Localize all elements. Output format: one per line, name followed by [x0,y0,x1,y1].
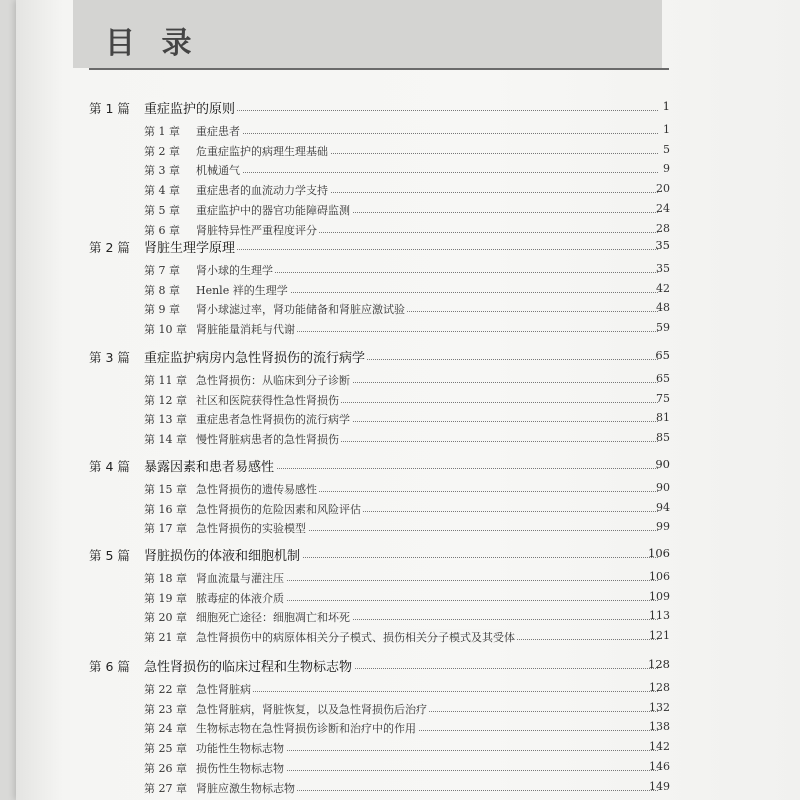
part-title: 急性肾损伤的临床过程和生物标志物 [144,656,354,675]
chapter-number: 第 25 章 [144,742,187,756]
chapter-number: 第 2 章 [144,144,180,158]
part-title: 肾脏损伤的体液和细胞机制 [144,545,302,564]
toc-chapter[interactable] [0,162,800,180]
toc-chapter[interactable] [0,701,800,719]
chapter-page: 20 [656,182,670,196]
chapter-page: 48 [656,301,670,315]
chapter-title: 重症患者 [196,125,240,138]
chapter-number: 第 16 章 [144,502,187,516]
toc-chapter[interactable] [0,501,800,519]
chapter-title: 肾脏应激生物标志物 [196,781,295,795]
toc-chapter[interactable] [0,262,800,280]
chapter-title: 功能性生物标志物 [196,742,284,756]
chapter-number: 第 20 章 [144,611,187,625]
part-number: 第 6 篇 [89,659,130,674]
toc-part[interactable] [0,238,800,258]
toc-chapter[interactable] [0,740,800,758]
chapter-number: 第 12 章 [144,393,187,407]
toc-chapter[interactable] [0,392,800,410]
chapter-number: 第 26 章 [144,761,187,775]
chapter-page: 121 [649,629,670,643]
chapter-title: 机械通气 [196,164,240,178]
chapter-page: 94 [656,500,670,514]
chapter-page: 1 [663,123,670,136]
chapter-number: 第 23 章 [144,702,187,716]
toc-chapter[interactable] [0,720,800,738]
chapter-number: 第 22 章 [144,683,187,696]
toc-chapter[interactable] [0,681,800,699]
toc-part[interactable] [0,457,800,477]
part-title: 暴露因素和患者易感性 [144,456,276,475]
chapter-page: 75 [656,391,670,405]
chapter-number: 第 6 章 [144,223,180,237]
part-page: 106 [648,546,670,560]
chapter-title: 重症监护中的器官功能障碍监测 [196,203,350,217]
chapter-title: 急性肾脏病，肾脏恢复，以及急性肾损伤后治疗 [196,702,427,716]
chapter-number: 第 1 章 [144,125,180,138]
part-page: 1 [662,99,670,113]
part-number: 第 4 篇 [89,459,130,474]
part-number: 第 5 篇 [89,548,130,563]
toc-chapter[interactable] [0,431,800,449]
chapter-title: 肾小球滤过率，肾功能储备和肾脏应激试验 [196,303,405,317]
chapter-title: 细胞死亡途径：细胞凋亡和坏死 [196,611,350,625]
toc-chapter[interactable] [0,372,800,390]
toc-part[interactable] [0,99,800,119]
chapter-page: 35 [656,262,670,275]
part-title: 重症监护的原则 [144,98,237,117]
part-number: 第 2 篇 [89,240,130,255]
chapter-number: 第 5 章 [144,203,180,217]
toc-chapter[interactable] [0,609,800,627]
chapter-number: 第 21 章 [144,631,187,645]
chapter-page: 113 [649,609,670,623]
chapter-title: 急性肾损伤的危险因素和风险评估 [196,502,361,516]
leader-dots [196,171,658,173]
chapter-title: 生物标志物在急性肾损伤诊断和治疗中的作用 [196,722,416,736]
chapter-page: 128 [649,681,670,694]
chapter-title: 脓毒症的体液介质 [196,591,284,605]
chapter-page: 99 [656,520,670,534]
chapter-title: 急性肾脏病 [196,683,251,696]
part-page: 128 [648,657,670,671]
chapter-number: 第 7 章 [144,264,180,277]
chapter-title: Henle 袢的生理学 [196,283,288,297]
toc-part[interactable] [0,546,800,566]
chapter-title: 肾脏能量消耗与代谢 [196,323,295,337]
chapter-number: 第 4 章 [144,184,180,198]
chapter-number: 第 18 章 [144,572,187,585]
chapter-title: 肾脏特异性严重程度评分 [196,223,317,237]
toc-chapter[interactable] [0,481,800,499]
chapter-page: 59 [656,321,670,335]
part-title: 重症监护病房内急性肾损伤的流行病学 [144,347,367,366]
chapter-title: 急性肾损伤中的病原体相关分子模式、损伤相关分子模式及其受体 [196,631,515,645]
toc-chapter[interactable] [0,520,800,538]
chapter-page: 9 [663,162,670,176]
chapter-number: 第 9 章 [144,303,180,317]
chapter-number: 第 14 章 [144,433,187,447]
chapter-number: 第 27 章 [144,781,187,795]
chapter-title: 急性肾损伤的遗传易感性 [196,483,317,496]
chapter-number: 第 24 章 [144,722,187,736]
chapter-page: 42 [656,281,670,295]
chapter-number: 第 17 章 [144,522,187,536]
chapter-page: 65 [656,372,670,385]
chapter-title: 肾血流量与灌注压 [196,572,284,585]
toc-chapter[interactable] [0,590,800,608]
toc-chapter[interactable] [0,760,800,778]
chapter-number: 第 11 章 [144,374,187,387]
chapter-page: 106 [649,570,670,583]
toc-chapter[interactable] [0,411,800,429]
toc-chapter[interactable] [0,570,800,588]
chapter-number: 第 19 章 [144,591,187,605]
toc-chapter[interactable] [0,143,800,161]
part-title: 肾脏生理学原理 [144,237,237,256]
chapter-title: 慢性肾脏病患者的急性肾损伤 [196,433,339,447]
chapter-page: 81 [656,411,670,425]
chapter-number: 第 13 章 [144,413,187,427]
toc-chapter[interactable] [0,629,800,647]
chapter-number: 第 3 章 [144,164,180,178]
chapter-number: 第 15 章 [144,483,187,496]
chapter-page: 90 [656,481,670,494]
leader-dots [196,132,658,134]
chapter-page: 28 [656,221,670,235]
part-number: 第 3 篇 [89,350,130,365]
chapter-title: 重症患者的血流动力学支持 [196,184,328,198]
toc-chapter[interactable] [0,780,800,798]
chapter-page: 142 [649,740,670,754]
chapter-number: 第 8 章 [144,283,180,297]
toc-chapter[interactable] [0,182,800,200]
chapter-title: 急性肾损伤的实验模型 [196,522,306,536]
toc-chapter[interactable] [0,222,800,240]
chapter-number: 第 10 章 [144,323,187,337]
toc-part[interactable] [0,657,800,677]
part-number: 第 1 篇 [89,101,130,116]
chapter-title: 肾小球的生理学 [196,264,273,277]
chapter-title: 重症患者急性肾损伤的流行病学 [196,413,350,427]
toc-chapter[interactable] [0,282,800,300]
toc-chapter[interactable] [0,321,800,339]
chapter-title: 社区和医院获得性急性肾损伤 [196,393,339,407]
part-page: 35 [655,238,670,252]
toc-part[interactable] [0,348,800,368]
chapter-page: 132 [649,700,670,714]
chapter-title: 损伤性生物标志物 [196,761,284,775]
chapter-title: 急性肾损伤：从临床到分子诊断 [196,374,350,387]
chapter-page: 138 [649,720,670,734]
toc-chapter[interactable] [0,123,800,141]
chapter-title: 危重症监护的病理生理基础 [196,144,328,158]
chapter-page: 149 [649,779,670,793]
chapter-page: 109 [649,589,670,603]
chapter-page: 24 [656,201,670,215]
part-page: 90 [655,457,670,471]
toc-chapter[interactable] [0,301,800,319]
toc-chapter[interactable] [0,202,800,220]
chapter-page: 146 [649,759,670,773]
chapter-page: 85 [656,431,670,445]
page-title: 目 录 [105,26,200,61]
leader-dots [196,690,658,692]
part-page: 65 [655,348,670,362]
chapter-page: 5 [663,142,670,156]
